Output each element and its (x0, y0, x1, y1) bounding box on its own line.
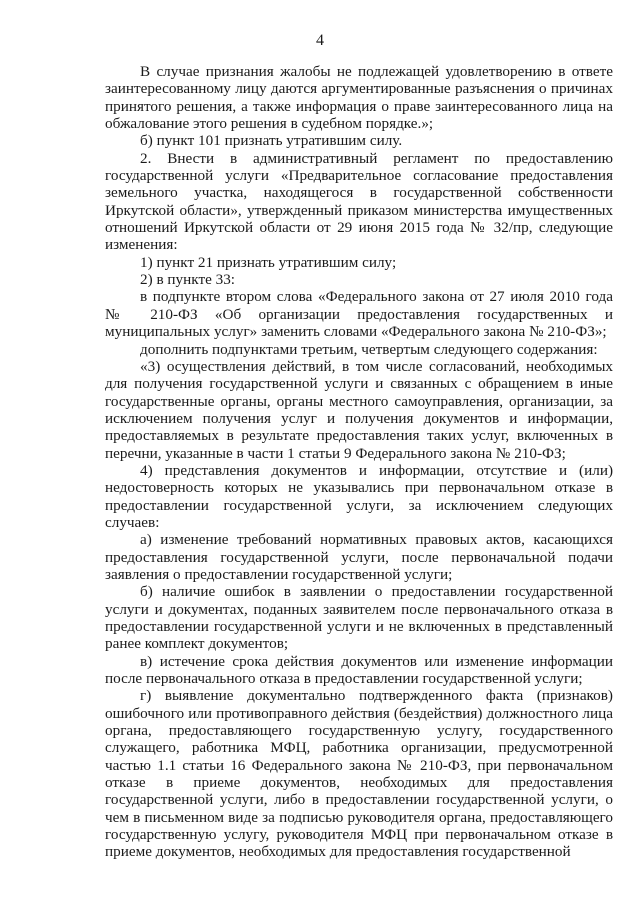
document-body (105, 63, 613, 861)
paragraph: дополнить подпунктами третьим, четвертым следующего содержания: (140, 340, 598, 358)
paragraph: 4) представления документов и информации, отсутствие и (или) недостоверность которых не указывались при первоначальном отказе в предоставлении государственной услуги, за исключением следующих случаев: (105, 461, 613, 531)
paragraph: в подпункте втором слова «Федерального закона от 27 июля 2010 года № 210-ФЗ «Об организации предоставления государственных и муниципальных услуг» заменить словами «Федерального закона № 210-ФЗ»; (105, 288, 613, 341)
paragraph: 2) в пункте 33: (140, 271, 236, 289)
paragraph: б) пункт 101 признать утратившим силу. (140, 132, 403, 150)
paragraph: 1) пункт 21 признать утратившим силу; (140, 253, 397, 271)
paragraph: В случае признания жалобы не подлежащей удовлетворению в ответе заинтересованному лицу даются аргументированные разъяснения о причинах принятого решения, а также информация о праве заинтересованного лица на обжалование этого решения в судебном порядке.»; (105, 63, 613, 133)
paragraph: а) изменение требований нормативных правовых актов, касающихся предоставления государственной услуги, после первоначальной подачи заявления о предоставлении государственной услуги; (105, 531, 613, 583)
paragraph: «3) осуществления действий, в том числе согласований, необходимых для получения государственной услуги и связанных с обращением в иные государственные органы, органы местного самоуправления, организации, за исключением получения услуг и получения документов и информации, предоставляемых в результате предоставления таких услуг, включенных в перечни, указанные в части 1 статьи 9 Федерального закона № 210-ФЗ; (105, 357, 613, 462)
paragraph: в) истечение срока действия документов или изменение информации после первоначального отказа в предоставлении государственной услуги; (105, 652, 613, 688)
paragraph: г) выявление документально подтвержденного факта (признаков) ошибочного или противоправного действия (бездействия) должностного лица органа, предоставляющего государственную услугу, государственного служащего, работника МФЦ, работника организации, предусмотренной частью 1.1 статьи 16 Федерального закона № 210-ФЗ, при первоначальном отказе в приеме документов, необходимых для предоставления государственной услуги, либо в предоставлении государственной услуги, о чем в письменном виде за подписью руководителя органа, предоставляющего государственную услугу, руководителя МФЦ при первоначальном отказе в приеме документов, необходимых для предоставления государственной (105, 687, 613, 861)
page-number: 4 (316, 32, 324, 49)
paragraph: б) наличие ошибок в заявлении о предоставлении государственной услуги и документах, поданных заявителем после первоначального отказа в предоставлении государственной услуги и не включенных в представленный ранее комплект документов; (105, 583, 613, 653)
paragraph: 2. Внести в административный регламент по предоставлению государственной услуги «Предварительное согласование предоставления земельного участка, находящегося в государственной собственности Иркутской области», утвержденный приказом министерства имущественных отношений Иркутской области от 29 июня 2015 года № 32/пр, следующие изменения: (105, 149, 613, 254)
